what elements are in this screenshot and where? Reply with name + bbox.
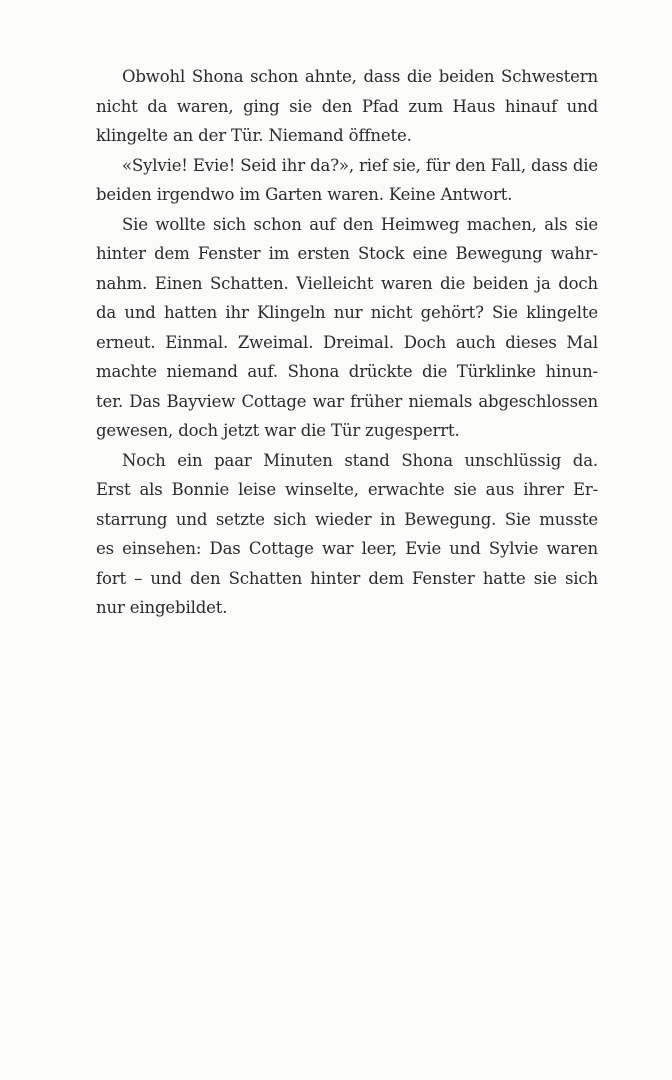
text-line: erneut. Einmal. Zweimal. Dreimal. Doch auch dieses Mal (96, 332, 598, 352)
text-line: «Sylvie! Evie! Seid ihr da?», rief sie, für den Fall, dass die (122, 155, 598, 175)
body-text (96, 62, 598, 623)
text-line: Noch ein paar Minuten stand Shona unschlüssig da. (122, 450, 598, 470)
text-line: ter. Das Bayview Cottage war früher niemals abgeschlossen (96, 391, 598, 411)
text-line: fort – und den Schatten hinter dem Fenster hatte sie sich (96, 568, 598, 588)
text-line: gewesen, doch jetzt war die Tür zugesperrt. (96, 421, 460, 440)
text-line: klingelte an der Tür. Niemand öffnete. (96, 126, 412, 145)
text-line: beiden irgendwo im Garten waren. Keine Antwort. (96, 185, 513, 204)
text-line: nahm. Einen Schatten. Vielleicht waren die beiden ja doch (96, 273, 598, 293)
text-line: Sie wollte sich schon auf den Heimweg machen, als sie (122, 214, 598, 234)
text-line: nicht da waren, ging sie den Pfad zum Haus hinauf und (96, 96, 598, 116)
text-line: nur eingebildet. (96, 598, 228, 617)
text-line: Erst als Bonnie leise winselte, erwachte sie aus ihrer Er- (96, 480, 598, 499)
text-line: da und hatten ihr Klingeln nur nicht gehört? Sie klingelte (96, 303, 598, 322)
text-line: machte niemand auf. Shona drückte die Türklinke hinun- (96, 362, 598, 381)
text-line: starrung und setzte sich wieder in Bewegung. Sie musste (96, 509, 598, 529)
text-line: Obwohl Shona schon ahnte, dass die beiden Schwestern (122, 67, 598, 86)
text-line: hinter dem Fenster im ersten Stock eine Bewegung wahr- (96, 244, 598, 263)
text-line: es einsehen: Das Cottage war leer, Evie und Sylvie waren (96, 539, 598, 558)
